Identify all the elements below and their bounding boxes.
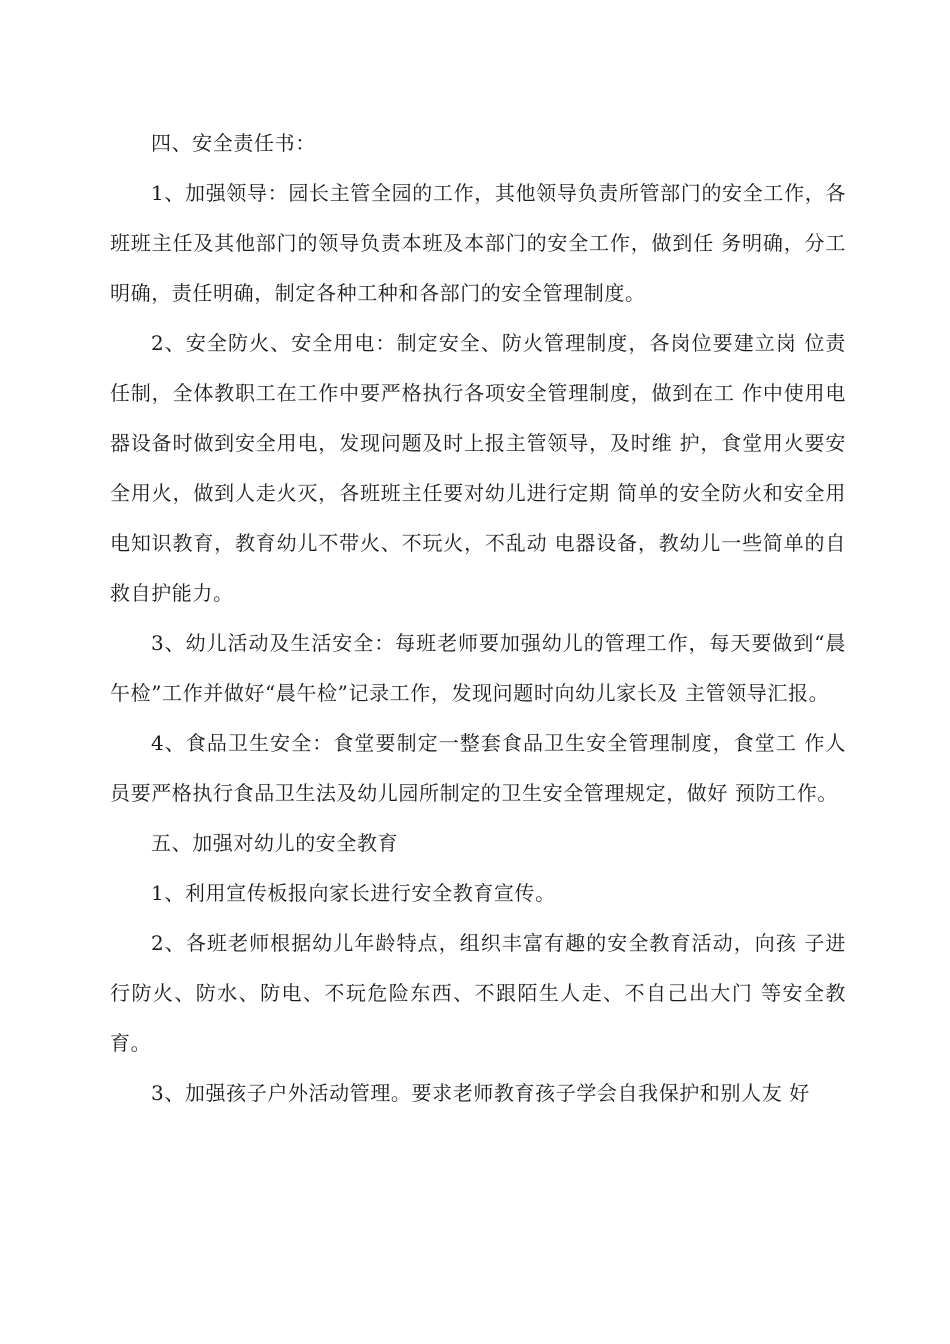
section-heading-safety-responsibility: 四、安全责任书： <box>151 131 316 155</box>
paragraph-fire-electric-safety: 2、安全防火、安全用电：制定安全、防火管理制度，各岗位要建立岗 位责任制，全体教职工在工作中要严格执行各项安全管理制度，做到在工 作中使用电器设备时做到安全用电，发现问题及时上报主管领导，及时维 护，食堂用火要安全用火，做到人走火灭，各班班主任要对幼儿进行定期 简单的安全防火和安全用电知识教育，教育幼儿不带火、不玩火，不乱动 电器设备，教幼儿一些简单的自救自护能力。 <box>110 331 846 605</box>
document-body <box>110 118 846 1118</box>
paragraph-class-activities: 2、各班老师根据幼儿年龄特点，组织丰富有趣的安全教育活动，向孩 子进行防火、防水、防电、不玩危险东西、不跟陌生人走、不自己出大门 等安全教育。 <box>110 931 846 1055</box>
paragraph-activity-life-safety: 3、幼儿活动及生活安全：每班老师要加强幼儿的管理工作，每天要做到“晨午检”工作并做好“晨午检”记录工作，发现问题时向幼儿家长及 主管领导汇报。 <box>110 631 846 705</box>
paragraph-leadership: 1、加强领导：园长主管全园的工作，其他领导负责所管部门的安全工作，各班班主任及其他部门的领导负责本班及本部门的安全工作，做到任 务明确，分工明确，责任明确，制定各种工种和各部门的安全管理制度。 <box>110 181 846 305</box>
paragraph-outdoor-activities: 3、加强孩子户外活动管理。要求老师教育孩子学会自我保护和别人友 好 <box>151 1081 810 1105</box>
paragraph-food-hygiene: 4、食品卫生安全：食堂要制定一整套食品卫生安全管理制度，食堂工 作人员要严格执行食品卫生法及幼儿园所制定的卫生安全管理规定，做好 预防工作。 <box>110 731 846 805</box>
section-heading-safety-education: 五、加强对幼儿的安全教育 <box>151 831 399 855</box>
paragraph-bulletin-board: 1、利用宣传板报向家长进行安全教育宣传。 <box>151 881 556 905</box>
